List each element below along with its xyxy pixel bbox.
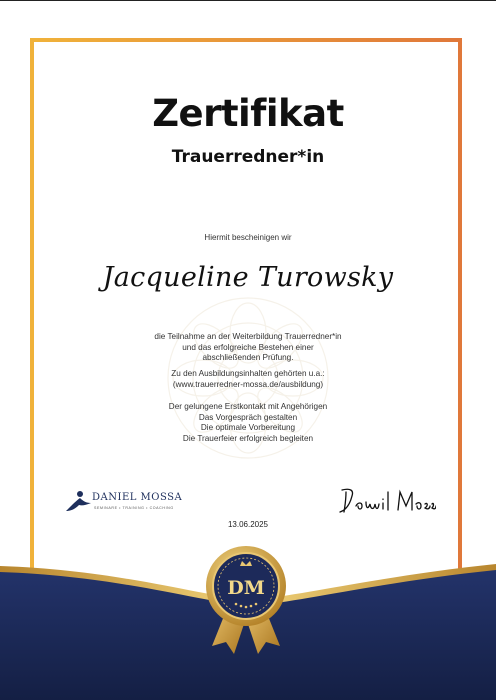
signature-image xyxy=(336,484,436,518)
text-line: (www.trauerredner-mossa.de/ausbildung) xyxy=(172,379,324,389)
text-line: und das erfolgreiche Bestehen einer xyxy=(182,342,314,352)
list-item: Die optimale Vorbereitung xyxy=(200,423,296,432)
daniel-mossa-logo xyxy=(64,489,184,515)
certificate-subtitle: Trauerredner*in xyxy=(171,147,325,167)
list-item: Die Trauerfeier erfolgreich begleiten xyxy=(182,433,314,443)
list-item: Das Vorgespräch gestalten xyxy=(198,412,298,422)
top-divider xyxy=(0,0,496,1)
logo-brand-text: DANIEL MOSSA xyxy=(92,492,183,503)
text-line: abschließenden Prüfung. xyxy=(202,353,294,362)
topics-list xyxy=(0,402,496,444)
seal-monogram: DM xyxy=(227,577,265,599)
award-seal-icon xyxy=(196,544,296,660)
intro-text: Hiermit bescheinigen wir xyxy=(204,233,292,242)
recipient-name: Jacqueline Turowsky xyxy=(102,262,394,293)
participation-paragraph xyxy=(0,332,496,364)
certificate-title: Zertifikat xyxy=(152,92,344,135)
logo-tagline: SEMINARE • TRAINING • COACHING xyxy=(94,506,174,510)
figure-logo-icon xyxy=(64,489,92,515)
text-line: Zu den Ausbildungsinhalten gehörten u.a.: xyxy=(171,369,325,378)
contents-paragraph xyxy=(0,369,496,390)
list-item: Der gelungene Erstkontakt mit Angehörigen xyxy=(168,402,328,411)
issue-date: 13.06.2025 xyxy=(227,520,269,529)
text-line: die Teilnahme an der Weiterbildung Trauerredner*in xyxy=(154,332,342,341)
